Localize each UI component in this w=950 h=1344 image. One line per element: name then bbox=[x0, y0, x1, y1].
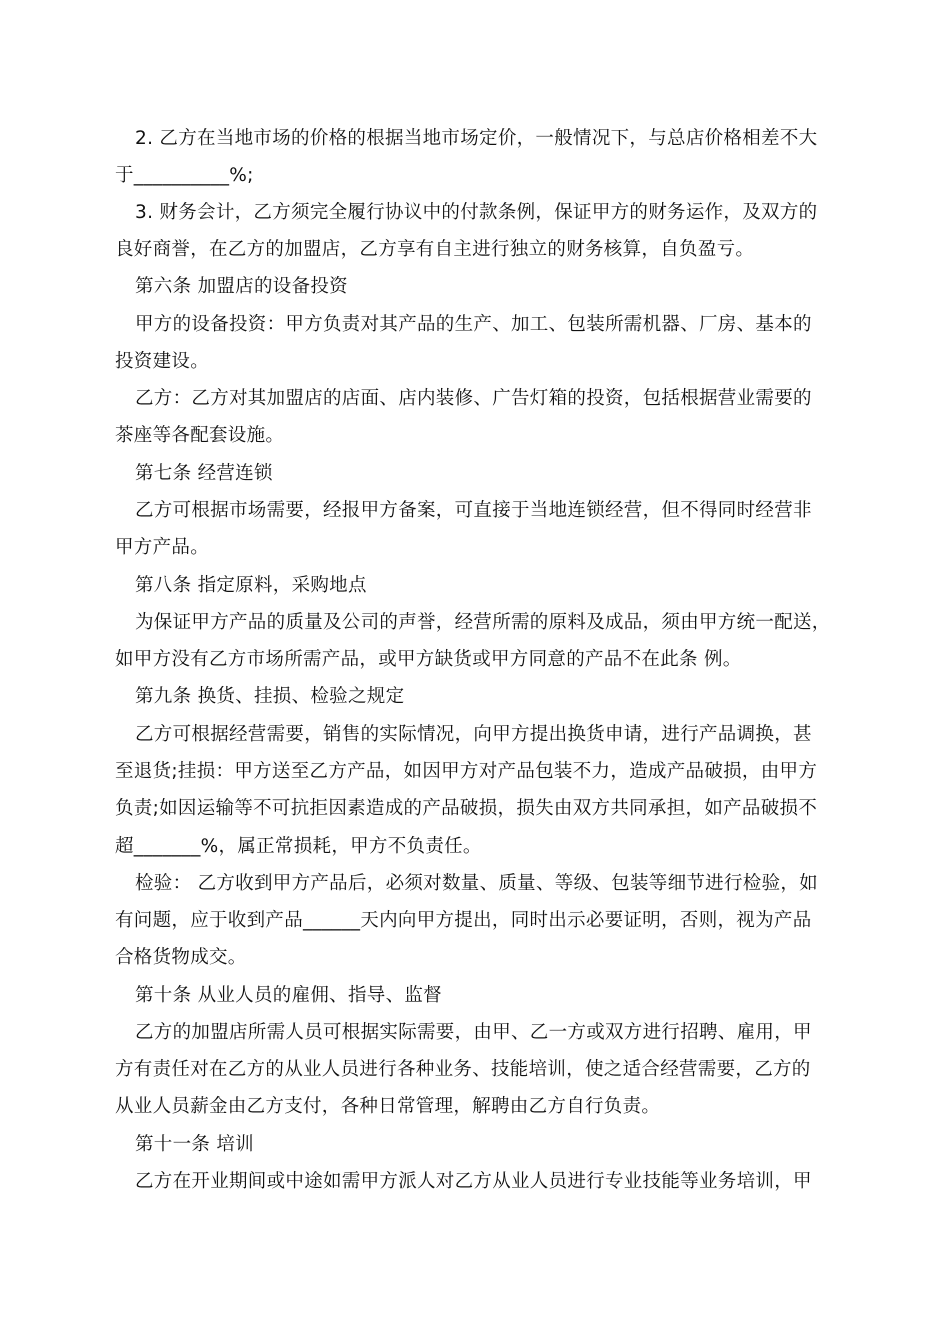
paragraph-line: 甲方的设备投资：甲方负责对其产品的生产、加工、包装所需机器、厂房、基本的 bbox=[135, 314, 812, 335]
paragraph-line: 至退货;挂损：甲方送至乙方产品，如因甲方对产品包装不力，造成产品破损，由甲方 bbox=[115, 761, 818, 782]
paragraph-line: 负责;如因运输等不可抗拒因素造成的产品破损，损失由双方共同承担，如产品破损不 bbox=[115, 798, 818, 819]
section-heading: 第六条 加盟店的设备投资 bbox=[135, 276, 348, 297]
paragraph-line: 乙方可根据经营需要，销售的实际情况，向甲方提出换货申请，进行产品调换，甚 bbox=[135, 724, 812, 745]
paragraph-line: 为保证甲方产品的质量及公司的声誉，经营所需的原料及成品，须由甲方统一配送， bbox=[135, 612, 831, 633]
paragraph-line: 乙方在开业期间或中途如需甲方派人对乙方从业人员进行专业技能等业务培训，甲 bbox=[135, 1171, 812, 1192]
paragraph-line: 超_______%，属正常损耗，甲方不负责任。 bbox=[115, 836, 482, 857]
section-heading: 第七条 经营连锁 bbox=[135, 463, 273, 484]
paragraph-line: 于__________%; bbox=[115, 165, 254, 186]
section-heading: 第八条 指定原料，采购地点 bbox=[135, 575, 367, 596]
paragraph-line: 乙方：乙方对其加盟店的店面、店内装修、广告灯箱的投资，包括根据营业需要的 bbox=[135, 388, 812, 409]
paragraph-line: 方有责任对在乙方的从业人员进行各种业务、技能培训，使之适合经营需要，乙方的 bbox=[115, 1059, 811, 1080]
paragraph-line: 如甲方没有乙方市场所需产品，或甲方缺货或甲方同意的产品不在此条 例。 bbox=[115, 649, 742, 670]
section-heading: 第十一条 培训 bbox=[135, 1134, 254, 1155]
paragraph-line: 投资建设。 bbox=[115, 351, 210, 372]
paragraph-line: 乙方的加盟店所需人员可根据实际需要，由甲、乙一方或双方进行招聘、雇用，甲 bbox=[135, 1022, 812, 1043]
section-heading: 第十条 从业人员的雇佣、指导、监督 bbox=[135, 985, 442, 1006]
paragraph-line: 从业人员薪金由乙方支付，各种日常管理，解聘由乙方自行负责。 bbox=[115, 1096, 661, 1117]
paragraph-line: 3. 财务会计，乙方须完全履行协议中的付款条例，保证甲方的财务运作，及双方的 bbox=[135, 202, 818, 223]
paragraph-line: 良好商誉，在乙方的加盟店，乙方享有自主进行独立的财务核算，自负盈亏。 bbox=[115, 239, 755, 260]
paragraph-line: 甲方产品。 bbox=[115, 537, 210, 558]
paragraph-line: 检验： 乙方收到甲方产品后，必须对数量、质量、等级、包装等细节进行检验，如 bbox=[135, 873, 818, 894]
section-heading: 第九条 换货、挂损、检验之规定 bbox=[135, 686, 405, 707]
paragraph-line: 茶座等各配套设施。 bbox=[115, 425, 285, 446]
paragraph-line: 有问题，应于收到产品______天内向甲方提出，同时出示必要证明，否则，视为产品 bbox=[115, 910, 812, 931]
paragraph-line: 2. 乙方在当地市场的价格的根据当地市场定价，一般情况下，与总店价格相差不大 bbox=[135, 128, 818, 149]
paragraph-line: 合格货物成交。 bbox=[115, 947, 247, 968]
paragraph-line: 乙方可根据市场需要，经报甲方备案，可直接于当地连锁经营，但不得同时经营非 bbox=[135, 500, 812, 521]
